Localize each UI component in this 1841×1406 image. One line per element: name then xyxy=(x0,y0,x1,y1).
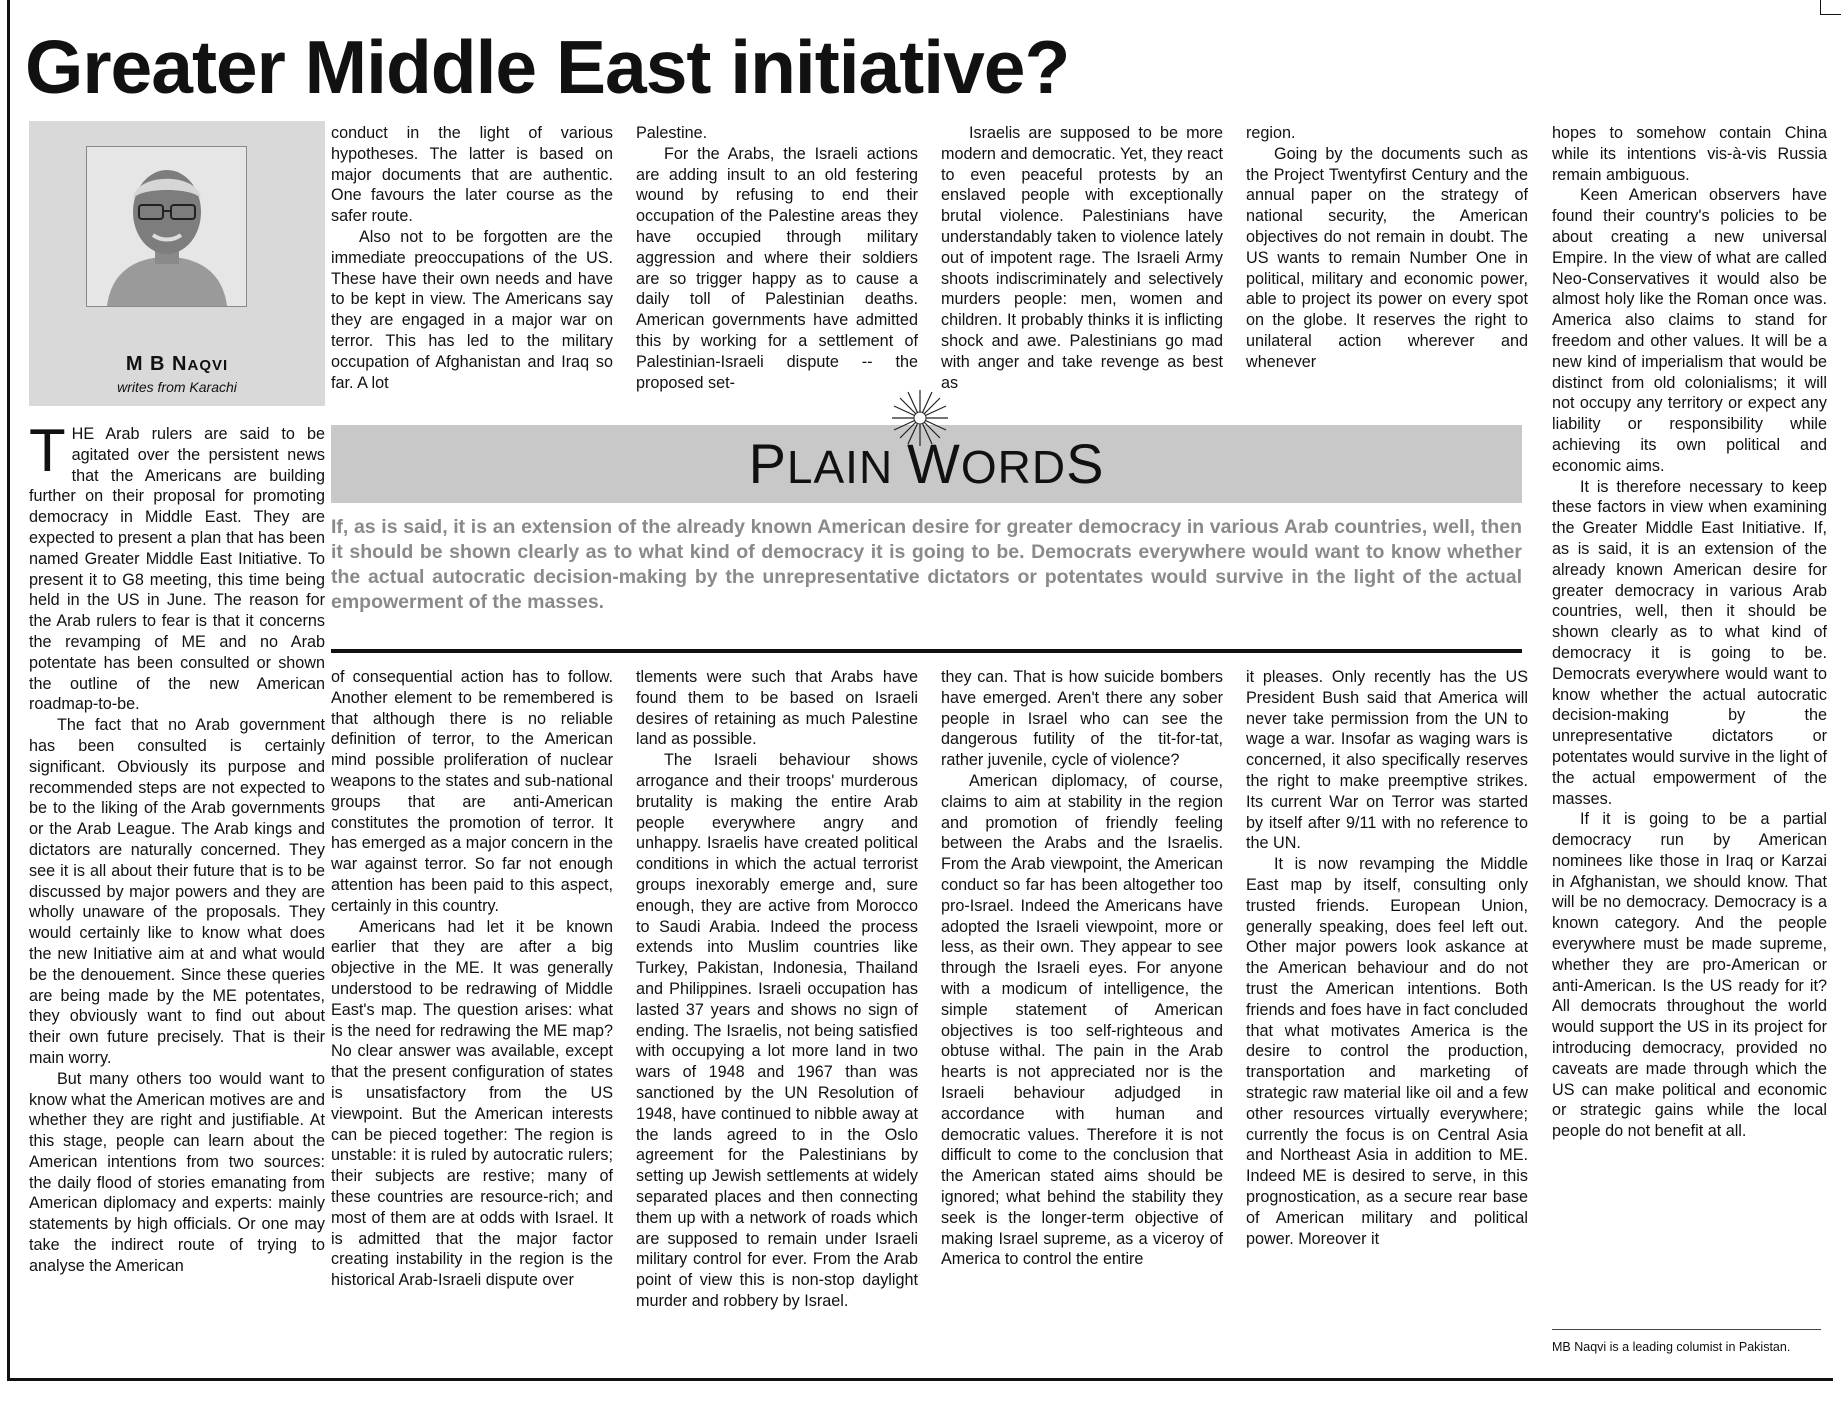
paragraph: conduct in the light of various hypotheses. The latter is based on major documents that are authentic. One favours the later course as the safer route. xyxy=(331,124,613,226)
column-2-bottom xyxy=(331,667,613,1291)
column-4-top xyxy=(941,123,1223,393)
paragraph: Americans had let it be known earlier that they are after a big objective in the ME. It was generally understood to be redrawing of Middle East's map. The question arises: what is the need for redrawing the ME map? No clear answer was available, except that the present configuration of states is unsatisfactory from the US viewpoint. But the American interests can be pieced together: The region is unstable: it is ruled by autocratic rulers; their subjects are restive; many of these countries are resource-rich; and most of them are at odds with Israel. It is admitted that the major factor creating instability in the region is the historical Arab-Israeli dispute over xyxy=(331,917,613,1290)
paragraph-text: HE Arab rulers are said to be agitated over the persistent news that the Americans are building further on their proposal for promoting democracy in Middle East. They are expected to present a plan that has been named Greater Middle East Initiative. To present it to G8 meeting, this time being held in the US in June. The reason for the Arab rulers to fear is that it concerns the revamping of ME and no Arab potentate has been consulted or shown the outline of the new American roadmap-to-be. xyxy=(29,425,325,714)
byline-rule xyxy=(1552,1329,1821,1330)
section-rule xyxy=(331,649,1522,653)
column-title-letter: W xyxy=(906,432,961,495)
author-name-initials: M B N xyxy=(125,353,188,375)
column-3-top xyxy=(636,123,918,393)
paragraph: they can. That is how suicide bombers have emerged. Aren't there any sober people in Israel who can see the dangerous futility of the tit-for-tat, rather juvenile, cycle of violence? xyxy=(941,668,1223,770)
author-bio-note: MB Naqvi is a leading columist in Pakistan. xyxy=(1552,1340,1791,1354)
column-6 xyxy=(1552,123,1827,1142)
author-box xyxy=(29,121,325,406)
left-border-rule xyxy=(7,0,10,1380)
author-location: writes from Karachi xyxy=(117,379,237,395)
paragraph: hopes to somehow contain China while its intentions vis-à-vis Russia remain ambiguous. xyxy=(1552,124,1827,184)
column-3-bottom xyxy=(636,667,918,1312)
column-1 xyxy=(29,417,325,1277)
paragraph: It is therefore necessary to keep these factors in view when examining the Greater Middle East Initiative. If, as is said, it is an extension of the already known American desire for greater democracy in various Arab countries, well, then it should be shown clearly as to what kind of democracy it is going to be. Democrats everywhere would want to know whether the actual autocratic decision-making by the unrepresentative dictators or potentates would survive in the light of the actual empowerment of the masses. xyxy=(1552,477,1827,808)
paragraph: tlements were such that Arabs have found them to be based on Israeli desires of retaining as much Palestine land as possible. xyxy=(636,668,918,749)
author-name xyxy=(29,353,325,376)
column-title-letter: P xyxy=(748,432,787,495)
paragraph: Palestine. xyxy=(636,124,708,142)
paragraph: Israelis are supposed to be more modern and democratic. Yet, they react to even peaceful protests by an enslaved people with exceptionally brutal violence. Palestinians have understandably taken to violence lately out of impotent rage. The Israeli Army shoots indiscriminately and selectively murders people: men, women and children. It probably thinks it is inflicting shock and awe. Palestinians go mad with anger and take revenge as best as xyxy=(941,124,1223,392)
author-name-rest: AQVI xyxy=(187,357,229,374)
paragraph: Going by the documents such as the Project Twentyfirst Century and the annual paper on the strategy of national security, the American objectives do not remain in doubt. The US wants to remain Number One in political, military and economic power, able to project its power on every spot on the globe. It reserves the right to unilateral action wherever and whenever xyxy=(1246,144,1528,371)
paragraph: it pleases. Only recently has the US President Bush said that America will never take permission from the UN to wage a war. Insofar as waging wars is concerned, it also specifically reserves the right to make preemptive strikes. Its current War on Terror was started by itself after 9/11 with no reference to the UN. xyxy=(1246,668,1528,853)
headline: Greater Middle East initiative? xyxy=(25,25,1070,109)
paragraph: Also not to be forgotten are the immediate preoccupations of the US. These have their own needs and have to be kept in view. The Americans say they are engaged in a major war on terror. This has led to the military occupation of Afghanistan and Iraq so far. A lot xyxy=(331,227,613,392)
paragraph: But many others too would want to know what the American motives are and whether they are right and justifiable. At this stage, people can learn about the American intentions from two sources: the daily flood of stories emanating from American diplomacy and experts: mainly statements by high officials. Or one may take the indirect route of trying to analyse the American xyxy=(29,1069,325,1275)
column-title-part: ORD xyxy=(960,441,1067,493)
drop-cap: T xyxy=(29,417,66,484)
paragraph: The Israeli behaviour shows arrogance and their troops' murderous brutality is making the entire Arab people everywhere angry and unhappy. Israelis have created political conditions in which the actual terrorist groups inexorably emerge and, sure enough, they are active from Morocco to Saudi Arabia. Indeed the process extends into Muslim countries like Turkey, Pakistan, Indonesia, Thailand and Philippines. Israeli occupation has lasted 37 years and shows no sign of ending. The Israelis, not being satisfied with occupying a lot more land in two wars of 1948 and 1967 than was sanctioned by the UN Resolution of 1948, have continued to nibble away at the lands agreed to in the Oslo agreement for the Palestinians by setting up Jewish settlements at widely separated places and then connecting them up with a network of roads which are supposed to remain under Israeli military control for ever. From the Arab point of view this is non-stop daylight murder and robbery by Israel. xyxy=(636,751,918,1310)
portrait-photo-icon xyxy=(86,146,247,307)
column-2-top xyxy=(331,123,613,393)
paragraph: If it is going to be a partial democracy run by American nominees like those in Iraq or Karzai in Afghanistan, we should know. That will be no democracy. Democracy is a known category. And the people everywhere must be made supreme, whether they are pro-American or anti-American. Is the US ready for it? All democrats throughout the world would support the US in its project for introducing democracy, provided no caveats are made through which the US can make political and economic or strategic gains while the local people do not benefit at all. xyxy=(1552,810,1827,1141)
column-5-top xyxy=(1246,123,1528,373)
paragraph: Keen American observers have found their country's policies to be about creating a new universal Empire. In the view of what are called Neo-Conservatives it would also be almost holy like the Roman once was. America also claims to stand for freedom and other values. It will be a new kind of imperialism that would be distinct from old colonialisms; it will not occupy any territory or expect any liability or responsibility while achieving its own political and economic aims. xyxy=(1552,186,1827,475)
corner-mark xyxy=(1820,0,1841,15)
paragraph: of consequential action has to follow. Another element to be remembered is that although there is no reliable definition of terror, to the American mind possible proliferation of nuclear weapons to the states and sub-national groups that are anti-American constitutes the promotion of terror. It has emerged as a major concern in the war against terror. So far not enough attention has been paid to this aspect, certainly in this country. xyxy=(331,668,613,915)
paragraph: American diplomacy, of course, claims to aim at stability in the region and promotion of friendly feeling between the Arabs and the Israelis. From the Arab viewpoint, the American conduct so far has been altogether too pro-Israel. Indeed the Americans have adopted the Israeli viewpoint, more or less, as their own. They appear to see through the Israeli eyes. For anyone with a modicum of intelligence, the simple statement of American objectives is too self-righteous and obtuse withal. The pain in the Arab hearts is not appreciated nor is the Israeli behaviour adjudged in accordance with human and democratic values. Therefore it is not difficult to come to the conclusion that the American stated aims should be ignored; what behind the stability they seek is the longer-term objective of making Israel supreme, as a viceroy of America to control the entire xyxy=(941,771,1223,1269)
column-title-part: LAIN xyxy=(786,441,907,493)
column-5-bottom xyxy=(1246,667,1528,1249)
column-title-letter: S xyxy=(1066,432,1105,495)
paragraph: For the Arabs, the Israeli actions are adding insult to an old festering wound by refusing to end their occupation of the Palestine areas they have occupied through military aggression and where their soldiers are so trigger happy as to cause a daily toll of Palestinian deaths. American governments have admitted this by working for a settlement of Palestinian-Israeli dispute -- the proposed set- xyxy=(636,144,918,392)
paragraph: It is now revamping the Middle East map by itself, consulting only trusted friends. European Union, generally speaking, does feel left out. Other major powers look askance at the American behaviour and do not trust the American intentions. Both friends and foes have in fact concluded that what motivates America is the desire to control the production, transportation and marketing of strategic raw material like oil and a few other resources virtually everywhere; currently the focus is on Central Asia and Northeast Asia in addition to ME. Indeed ME is desired to serve, in this prognostication, as a secure rear base of American military and political power. Moreover it xyxy=(1246,855,1528,1248)
paragraph: region. xyxy=(1246,124,1296,142)
bottom-border-rule xyxy=(7,1378,1833,1381)
paragraph xyxy=(29,417,325,715)
column-4-bottom xyxy=(941,667,1223,1270)
paragraph: The fact that no Arab government has been consulted is certainly significant. Obviously its purpose and recommended steps are not expected to be to the liking of the Arab governments or the Arab League. The Arab kings and dictators are naturally concerned. They see it is all about their future that is to be discussed by major powers and they are wholly unaware of the proposals. They would certainly like to know what does the new Initiative aim at and what would be the denouement. Since these queries are being made by the ME potentates, they obviously want to find out about their own future precisely. That is their main worry. xyxy=(29,716,325,1067)
portrait-drawing xyxy=(87,147,246,306)
pull-quote: If, as is said, it is an extension of the already known American desire for greater democracy in various Arab countries, well, then it should be shown clearly as to what kind of democracy it is going to be. Democrats everywhere would want to know whether the actual autocratic decision-making by the unrepresentative dictators or potentates would survive in the light of the actual empowerment of the masses. xyxy=(331,516,1522,613)
column-title xyxy=(331,432,1522,499)
